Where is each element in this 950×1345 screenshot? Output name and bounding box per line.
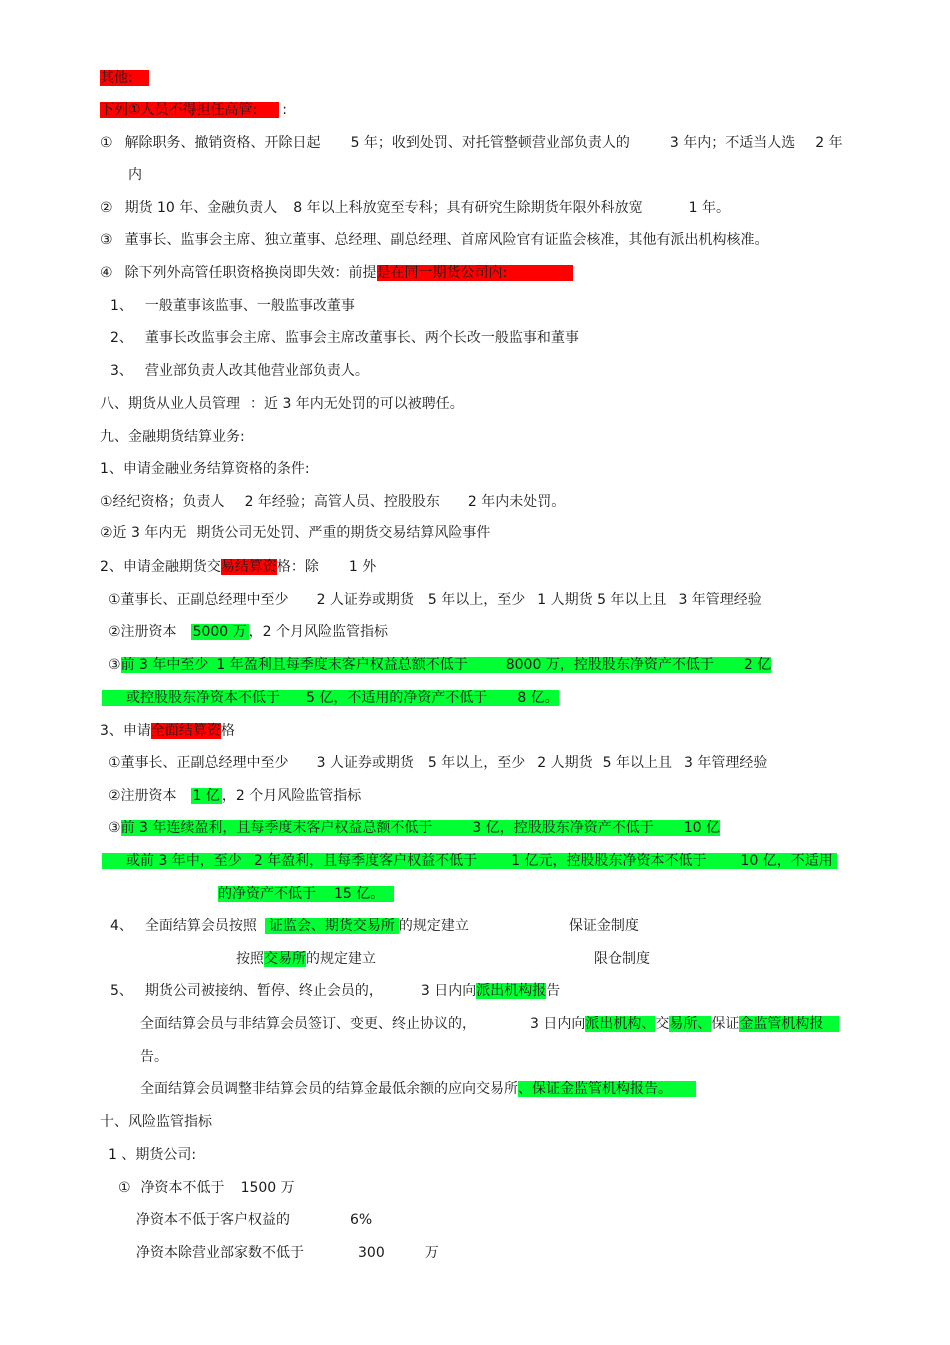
highlight-green: 或控股股东净资本不低于 5 亿，不适用的净资产不低于 8 亿。 [102, 690, 559, 706]
section-10-1-a: ① 净资本不低于 1500 万 [118, 1180, 295, 1196]
section-9-5-c: 全面结算会员调整非结算会员的结算金最低余额的应向交易所、保证金监管机构报告。 [140, 1079, 696, 1099]
item-1: ① 解除职务、撤销资格、开除日起 5 年；收到处罚、对托管整顿营业部负责人的 3 年内；不适当人选 2 年 [100, 135, 843, 151]
highlight-green: 或前 3 年中，至少 2 年盈利，且每季度客户权益不低于 1 亿元，控股股东净资本不低于 10 亿，不适用 [102, 853, 837, 869]
section-9-4-b: 按照交易所的规定建立 限仓制度 [236, 951, 650, 967]
section-9-4: 4、 全面结算会员按照 证监会、期货交易所 的规定建立 保证金制度 [110, 918, 639, 934]
heading-not-eligible: 下列①人员不得担任高管: : [100, 102, 287, 118]
subitem-3: 3、 营业部负责人改其他营业部负责人。 [110, 363, 369, 379]
section-9-5-b-cont: 告。 [140, 1049, 168, 1065]
section-9-5: 5、 期货公司被接纳、暂停、终止会员的， 3 日内向派出机构报告 [110, 983, 561, 999]
section-9-2-c: ③前 3 年中至少 1 年盈利且每季度末客户权益总额不低于 8000 万，控股股东净资产不低于 2 亿 [108, 657, 772, 673]
item-3: ③ 董事长、监事会主席、独立董事、总经理、副总经理、首席风险官有证监会核准，其他有派出机构核准。 [100, 232, 769, 248]
heading-other: 其他: [100, 68, 149, 88]
section-9-1-a: ①经纪资格；负责人 2 年经验；高管人员、控股股东 2 年内未处罚。 [100, 494, 566, 510]
highlight-green: 前 3 年中至少 1 年盈利且每季度末客户权益总额不低于 8000 万，控股股东净资产不低于 2 亿 [120, 657, 772, 673]
section-10-1: 1 、期货公司: [108, 1147, 197, 1163]
highlight-green: 的净资产不低于 15 亿。 [218, 886, 394, 902]
section-9-3-c-cont [102, 851, 837, 871]
section-9-3-a: ①董事长、正副总经理中至少 3 人证券或期货 5 年以上，至少 2 人期货 5 年以上且 3 年管理经验 [108, 755, 768, 771]
section-9-2-a: ①董事长、正副总经理中至少 2 人证券或期货 5 年以上，至少 1 人期货 5 年以上且 3 年管理经验 [108, 592, 762, 608]
subitem-2: 2、 董事长改监事会主席、监事会主席改董事长、两个长改一般监事和董事 [110, 330, 579, 346]
highlight-green: 前 3 年连续盈利，且每季度末客户权益总额不低于 3 亿，控股股东净资产不低于 10 亿 [120, 820, 720, 836]
section-9-3-b: ②注册资本 1 亿 ，2 个月风险监管指标 [108, 788, 362, 804]
section-10-1-b: 净资本不低于客户权益的 6% [136, 1212, 373, 1228]
section-9-1-b: ②近 3 年内无 期货公司无处罚、严重的期货交易结算风险事件 [100, 525, 491, 541]
item-2: ② 期货 10 年、金融负责人 8 年以上科放宽至专科；具有研究生除期货年限外科放宽 1 年。 [100, 200, 730, 216]
section-9: 九、金融期货结算业务: [100, 429, 245, 445]
section-9-3-c: ③前 3 年连续盈利，且每季度末客户权益总额不低于 3 亿，控股股东净资产不低于 10 亿 [108, 820, 720, 836]
section-10: 十、风险监管指标 [100, 1114, 212, 1130]
item-4: ④ 除下列外高管任职资格换岗即失效：前提是在同一期货公司内: [100, 263, 573, 283]
section-9-1: 1、申请金融业务结算资格的条件: [100, 461, 310, 477]
section-9-2-b: ②注册资本 5000 万 ，2 个月风险监管指标 [108, 624, 389, 640]
section-9-5-b: 全面结算会员与非结算会员签订、变更、终止协议的， 3 日内向派出机构、交易所、保证金监管机构报 [140, 1014, 839, 1034]
section-8: 八、期货从业人员管理 ：近 3 年内无处罚的可以被聘任。 [100, 396, 464, 412]
section-9-2: 2、申请金融期货交易结算资格：除 1 外 [100, 559, 377, 575]
section-9-3-c-cont2 [218, 884, 394, 904]
item-1-cont: 内 [128, 167, 142, 183]
section-9-2-c-cont [102, 688, 559, 708]
section-9-3: 3、申请全面结算资格 [100, 723, 235, 739]
section-10-1-c: 净资本除营业部家数不低于 300 万 [136, 1245, 439, 1261]
subitem-1: 1、 一般董事该监事、一般监事改董事 [110, 298, 355, 314]
